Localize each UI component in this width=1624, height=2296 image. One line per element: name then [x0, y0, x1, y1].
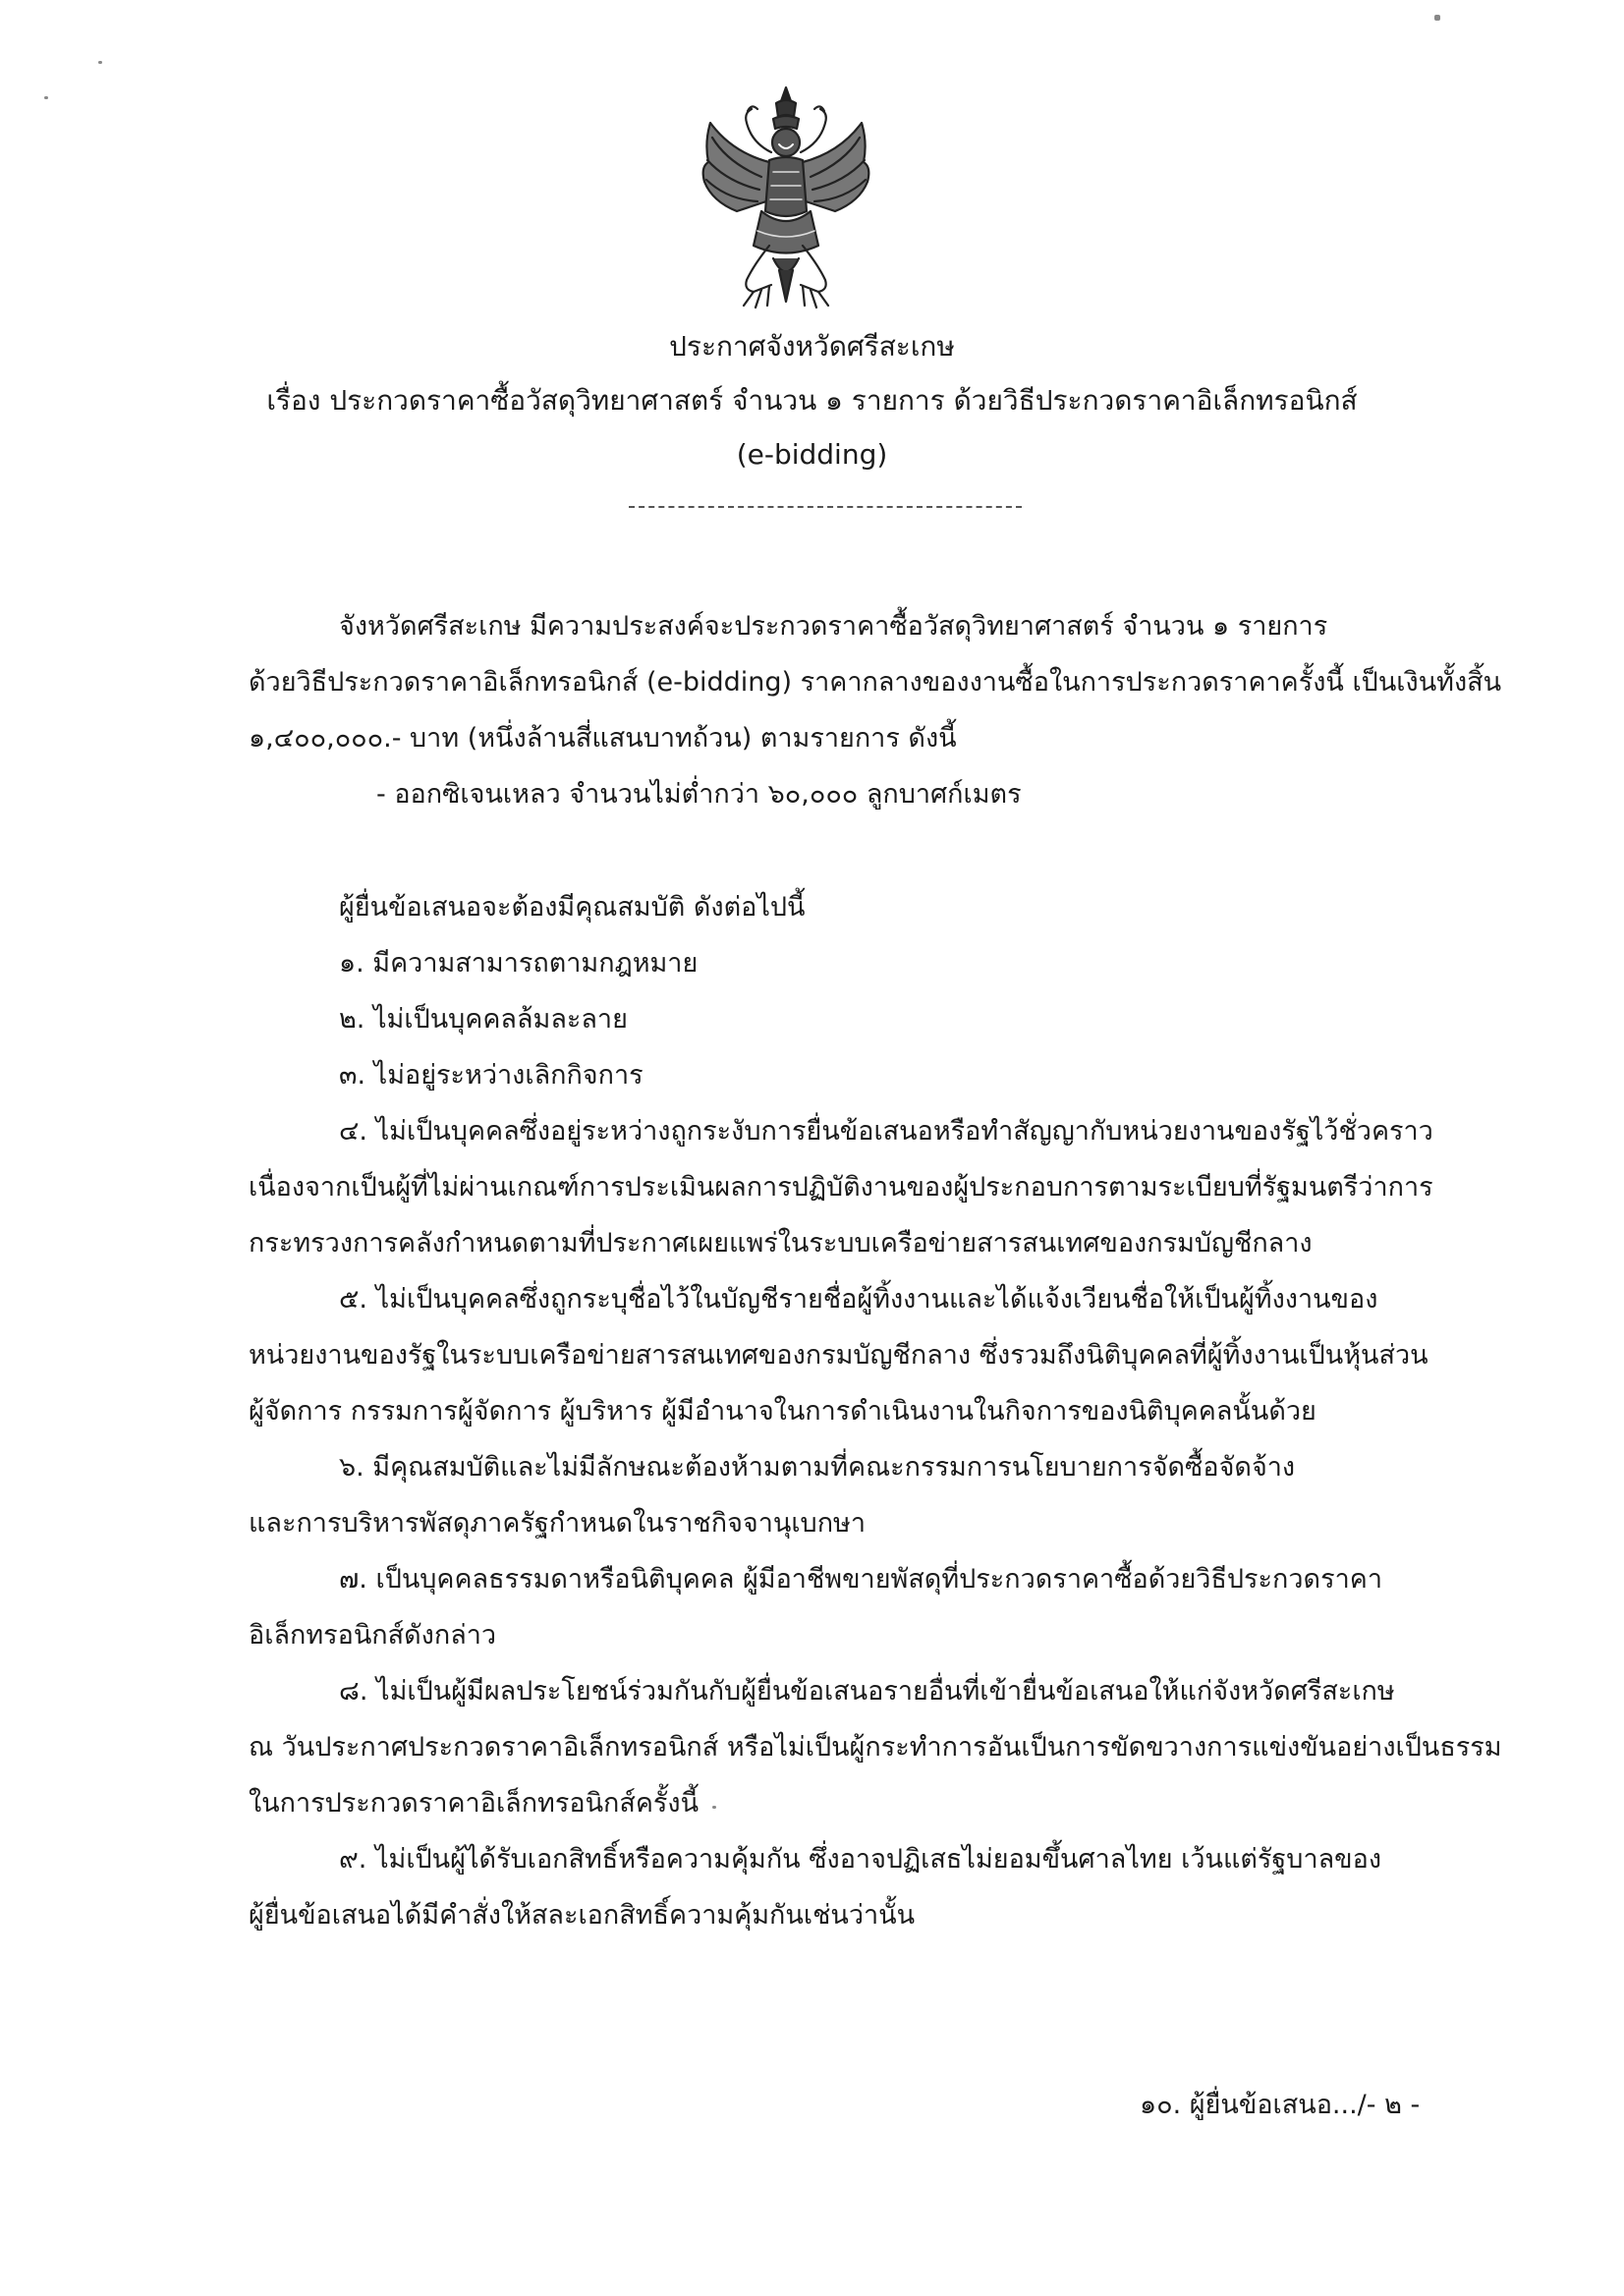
page-continuation-note: ๑๐. ผู้ยื่นข้อเสนอ.../- ๒ - [1140, 2090, 1421, 2120]
scan-speck [44, 96, 48, 99]
header-divider [629, 506, 1022, 508]
announcement-subject-continued: (e-bidding) [736, 438, 888, 471]
scan-speck [1434, 15, 1440, 21]
qualification-item-7: ๗. เป็นบุคคลธรรมดาหรือนิติบุคคล ผู้มีอาชีพขายพัสดุที่ประกวดราคาซื้อด้วยวิธีประกวดราคา [339, 1564, 1382, 1595]
qualification-item-6-line-2: และการบริหารพัสดุภาครัฐกำหนดในราชกิจจานุเบกษา [249, 1508, 867, 1539]
qualification-item-5-line-3: ผู้จัดการ กรรมการผู้จัดการ ผู้บริหาร ผู้มีอำนาจในการดำเนินงานในกิจการของนิติบุคคลนั้นด้วย [249, 1396, 1316, 1427]
qualification-item-5: ๕. ไม่เป็นบุคคลซึ่งถูกระบุชื่อไว้ในบัญชีรายชื่อผู้ทิ้งงานและได้แจ้งเวียนชื่อให้เป็นผู้ทิ้งงานของ [339, 1284, 1378, 1315]
qualification-item-8-line-2: ณ วันประกาศประกวดราคาอิเล็กทรอนิกส์ หรือไม่เป็นผู้กระทำการอันเป็นการขัดขวางการแข่งขันอย่างเป็นธรรม [249, 1732, 1502, 1763]
intro-line-2: ด้วยวิธีประกวดราคาอิเล็กทรอนิกส์ (e-bidding) ราคากลางของงานซื้อในการประกวดราคาครั้งนี้ เป็นเงินทั้งสิ้น [249, 667, 1502, 698]
qualification-item-4-line-2: เนื่องจากเป็นผู้ที่ไม่ผ่านเกณฑ์การประเมินผลการปฏิบัติงานของผู้ประกอบการตามระเบียบที่รัฐมนตรีว่าการ [249, 1172, 1433, 1203]
intro-line-3: ๑,๔๐๐,๐๐๐.- บาท (หนึ่งล้านสี่แสนบาทถ้วน) ตามรายการ ดังนี้ [249, 723, 957, 754]
qualification-item-3: ๓. ไม่อยู่ระหว่างเลิกกิจการ [339, 1060, 644, 1091]
qualification-item-5-line-2: หน่วยงานของรัฐในระบบเครือข่ายสารสนเทศของกรมบัญชีกลาง ซึ่งรวมถึงนิติบุคคลที่ผู้ทิ้งงานเป็นหุ้นส่วน [249, 1340, 1428, 1371]
qualification-item-2: ๒. ไม่เป็นบุคคลล้มละลาย [339, 1004, 628, 1035]
qualification-item-9: ๙. ไม่เป็นผู้ได้รับเอกสิทธิ์หรือความคุ้มกัน ซึ่งอาจปฏิเสธไม่ยอมขึ้นศาลไทย เว้นแต่รัฐบาลของ [339, 1844, 1382, 1875]
qualification-item-6: ๖. มีคุณสมบัติและไม่มีลักษณะต้องห้ามตามที่คณะกรรมการนโยบายการจัดซื้อจัดจ้าง [339, 1452, 1296, 1483]
qualification-item-9-line-2: ผู้ยื่นข้อเสนอได้มีคำสั่งให้สละเอกสิทธิ์ความคุ้มกันเช่นว่านั้น [249, 1900, 916, 1931]
garuda-emblem-icon [693, 84, 879, 314]
qualification-item-8: ๘. ไม่เป็นผู้มีผลประโยชน์ร่วมกันกับผู้ยื่นข้อเสนอรายอื่นที่เข้ายื่นข้อเสนอให้แก่จังหวัดศรีสะเกษ [339, 1676, 1395, 1707]
qualification-item-4-line-3: กระทรวงการคลังกำหนดตามที่ประกาศเผยแพร่ในระบบเครือข่ายสารสนเทศของกรมบัญชีกลาง [249, 1228, 1313, 1259]
scan-speck [712, 1806, 716, 1809]
qualification-item-4: ๔. ไม่เป็นบุคคลซึ่งอยู่ระหว่างถูกระงับการยื่นข้อเสนอหรือทำสัญญากับหน่วยงานของรัฐไว้ชั่วคราว [339, 1116, 1433, 1147]
qualifications-heading: ผู้ยื่นข้อเสนอจะต้องมีคุณสมบัติ ดังต่อไปนี้ [339, 892, 806, 923]
announcement-title: ประกาศจังหวัดศรีสะเกษ [669, 330, 955, 363]
scan-speck [98, 61, 102, 64]
qualification-item-7-line-2: อิเล็กทรอนิกส์ดังกล่าว [249, 1620, 497, 1651]
intro-item: - ออกซิเจนเหลว จำนวนไม่ต่ำกว่า ๖๐,๐๐๐ ลูกบาศก์เมตร [376, 779, 1022, 810]
qualification-item-8-line-3: ในการประกวดราคาอิเล็กทรอนิกส์ครั้งนี้ [249, 1788, 700, 1819]
qualification-item-1: ๑. มีความสามารถตามกฎหมาย [339, 948, 699, 979]
intro-line-1: จังหวัดศรีสะเกษ มีความประสงค์จะประกวดราคาซื้อวัสดุวิทยาศาสตร์ จำนวน ๑ รายการ [339, 611, 1328, 642]
announcement-subject: เรื่อง ประกวดราคาซื้อวัสดุวิทยาศาสตร์ จำนวน ๑ รายการ ด้วยวิธีประกวดราคาอิเล็กทรอนิกส์ [266, 384, 1358, 417]
